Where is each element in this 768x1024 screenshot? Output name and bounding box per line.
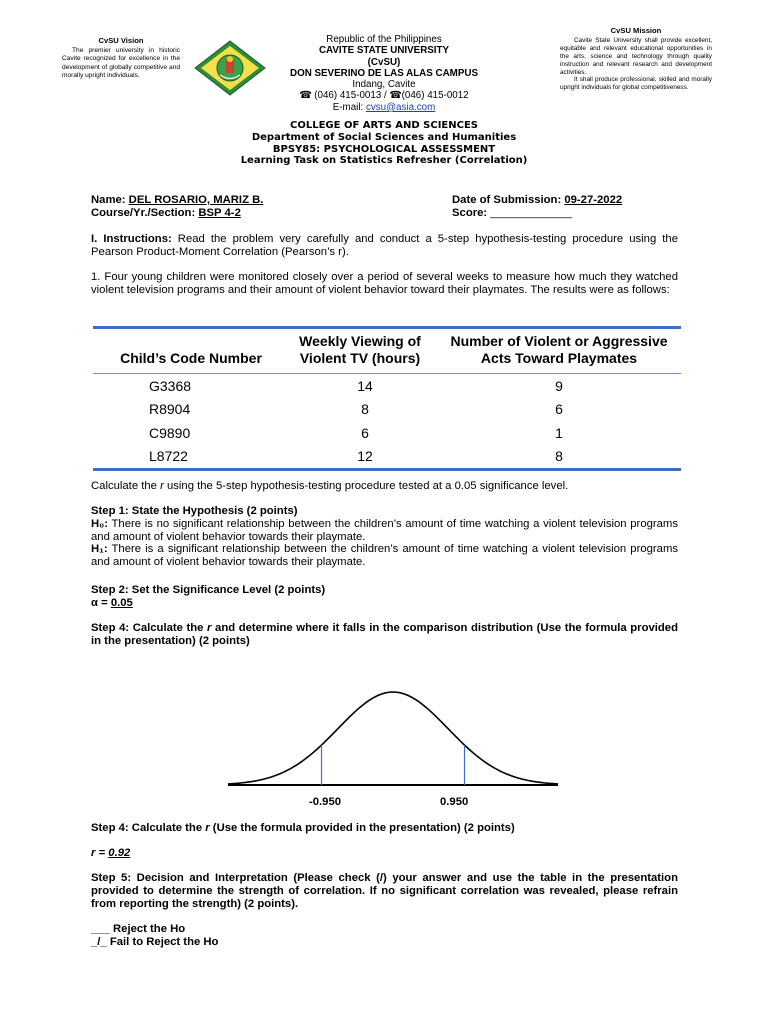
step4b-post: (Use the formula provided in the presentation) (2 points) (209, 822, 515, 834)
step4b-pre: Step 4: Calculate the (91, 822, 206, 834)
normal-distribution-chart (226, 688, 560, 788)
option1-blank[interactable]: ___ (91, 923, 110, 935)
vision-title: CvSU Vision (98, 36, 144, 45)
option-reject: Reject the Ho (113, 923, 186, 935)
instructions-label: I. Instructions: (91, 233, 172, 245)
phone-line: ☎ (046) 415-0013 / ☎(046) 415-0012 (299, 90, 469, 102)
header-viewing: Weekly Viewing of Violent TV (hours) (283, 329, 437, 374)
bell-curve-line (228, 692, 558, 784)
instructions (91, 233, 678, 259)
cell-viewing: 12 (357, 448, 373, 465)
student-section: BSP 4-2 (198, 207, 241, 219)
calc-r: r (160, 480, 164, 492)
department-name: Department of Social Sciences and Humanities (251, 131, 517, 143)
h0-label: H₀: (91, 517, 109, 530)
cell-viewing: 6 (361, 424, 369, 441)
table-row (93, 445, 681, 469)
email-line (255, 102, 513, 113)
problem-text: 1. Four young children were monitored closely over a period of several weeks to measure how much they watched violent television programs and their amount of violent behavior toward their playmates. The results were as follows: (91, 271, 678, 296)
option2-blank[interactable]: _/_ (91, 935, 107, 948)
course-title: BPSY85: PSYCHOLOGICAL ASSESSMENT (272, 143, 496, 155)
cell-acts: 6 (555, 401, 563, 418)
step4a-pre: Step 4: Calculate the (91, 622, 208, 634)
vision-box (62, 37, 180, 80)
university-header (255, 34, 513, 113)
calc-pre: Calculate the (91, 480, 161, 492)
step2-title: Step 2: Set the Significance Level (2 points) (91, 584, 326, 596)
alpha-value: 0.05 (110, 596, 133, 609)
table-bottom-rule (93, 468, 681, 471)
vision-text: The premier university in historic Cavite recognized for excellence in the development of globally competitive and morally upright individuals. (62, 47, 180, 79)
date-row (452, 194, 622, 206)
table-row (93, 374, 681, 398)
data-table (93, 326, 681, 471)
cell-acts: 9 (555, 377, 563, 394)
student-name: DEL ROSARIO, MARIZ B. (128, 194, 264, 206)
submission-date: 09-27-2022 (564, 194, 623, 206)
score-row (452, 207, 572, 219)
college-block (180, 120, 588, 167)
republic-line: Republic of the Philippines (326, 34, 442, 45)
step4a-block (91, 622, 678, 648)
cell-code: G3368 (149, 377, 192, 394)
section-label: Course/Yr./Section: (91, 207, 196, 219)
cell-acts: 8 (555, 448, 563, 465)
instructions-text: Read the problem very carefully and conduct a 5-step hypothesis-testing procedure using the Pearson Product-Moment Correlation (Pearson’s r). (91, 233, 678, 258)
r-result-label: r = (91, 847, 109, 859)
h1-text: There is a significant relationship between the children’s amount of time watching a violent television programs and amount of violent behavior towards their playmate. (91, 543, 679, 569)
step4a-r: r (207, 622, 212, 634)
location-line: Indang, Cavite (352, 79, 416, 91)
mission-box (560, 27, 712, 92)
college-name: COLLEGE OF ARTS AND SCIENCES (290, 120, 478, 131)
option-fail-to-reject: Fail to Reject the Ho (109, 935, 219, 948)
score-label: Score: (452, 207, 488, 219)
cell-code: L8722 (149, 448, 188, 465)
university-abbr: (CvSU) (367, 56, 401, 68)
header-code: Child’s Code Number (93, 329, 283, 374)
step4b-r: r (205, 822, 210, 834)
h1-label: H₁: (91, 543, 108, 556)
critical-label-right: 0.950 (440, 796, 469, 808)
calculate-instruction (91, 480, 678, 493)
step1-block (91, 505, 678, 569)
cell-code: R8904 (149, 401, 191, 418)
table-header-row (93, 329, 681, 374)
mission-title: CvSU Mission (610, 26, 662, 35)
header-acts: Number of Violent or Aggressive Acts Toward Playmates (437, 329, 681, 374)
score-blank: _____________ (490, 207, 572, 219)
r-result-value: 0.92 (108, 847, 131, 859)
step5-title: Step 5: Decision and Interpretation (Please check (/) your answer and use the table in the presentation provided to determine the strength of correlation. If no significant correlation was revealed, please refrain from reporting the strength) (2 points). (91, 872, 678, 910)
task-title: Learning Task on Statistics Refresher (Correlation) (240, 155, 528, 167)
campus-name: DON SEVERINO DE LAS ALAS CAMPUS (290, 67, 478, 79)
university-name: CAVITE STATE UNIVERSITY (318, 45, 450, 57)
name-label: Name: (91, 194, 126, 206)
date-label: Date of Submission: (452, 194, 562, 206)
mission-text: Cavite State University shall provide excellent, equitable and relevant educational opportunities in the arts, science and technology through quality instruction and relevant research and development activities. (560, 36, 712, 76)
step2-block (91, 584, 678, 610)
critical-label-left: -0.950 (309, 796, 342, 808)
step1-title: Step 1: State the Hypothesis (2 points) (91, 505, 298, 517)
step5-block (91, 872, 678, 910)
decision-options (91, 923, 678, 949)
mission-text-2: It shall produce professional, skilled and morally upright individuals for global competitiveness. (560, 76, 712, 92)
email-label: E-mail: (332, 101, 364, 113)
table-row (93, 398, 681, 422)
cell-viewing: 14 (357, 377, 373, 394)
name-row (91, 194, 263, 206)
section-row (91, 207, 241, 219)
cell-acts: 1 (555, 424, 563, 441)
cell-code: C9890 (149, 424, 191, 441)
step4b-block (91, 822, 678, 835)
cell-viewing: 8 (361, 401, 369, 418)
table-row (93, 421, 681, 445)
email-link[interactable]: cvsu@asia.com (365, 101, 436, 113)
r-result-line (91, 847, 678, 860)
calc-post: using the 5-step hypothesis-testing procedure tested at a 0.05 significance level. (163, 480, 569, 492)
alpha-label: α = (91, 596, 111, 609)
step4a-post: and determine where it falls in the comparison distribution (Use the formula provided in the presentation) (2 points) (91, 622, 678, 647)
h0-text: There is no significant relationship between the children’s amount of time watching a violent television programs and amount of violent behavior towards their playmate. (91, 517, 678, 543)
